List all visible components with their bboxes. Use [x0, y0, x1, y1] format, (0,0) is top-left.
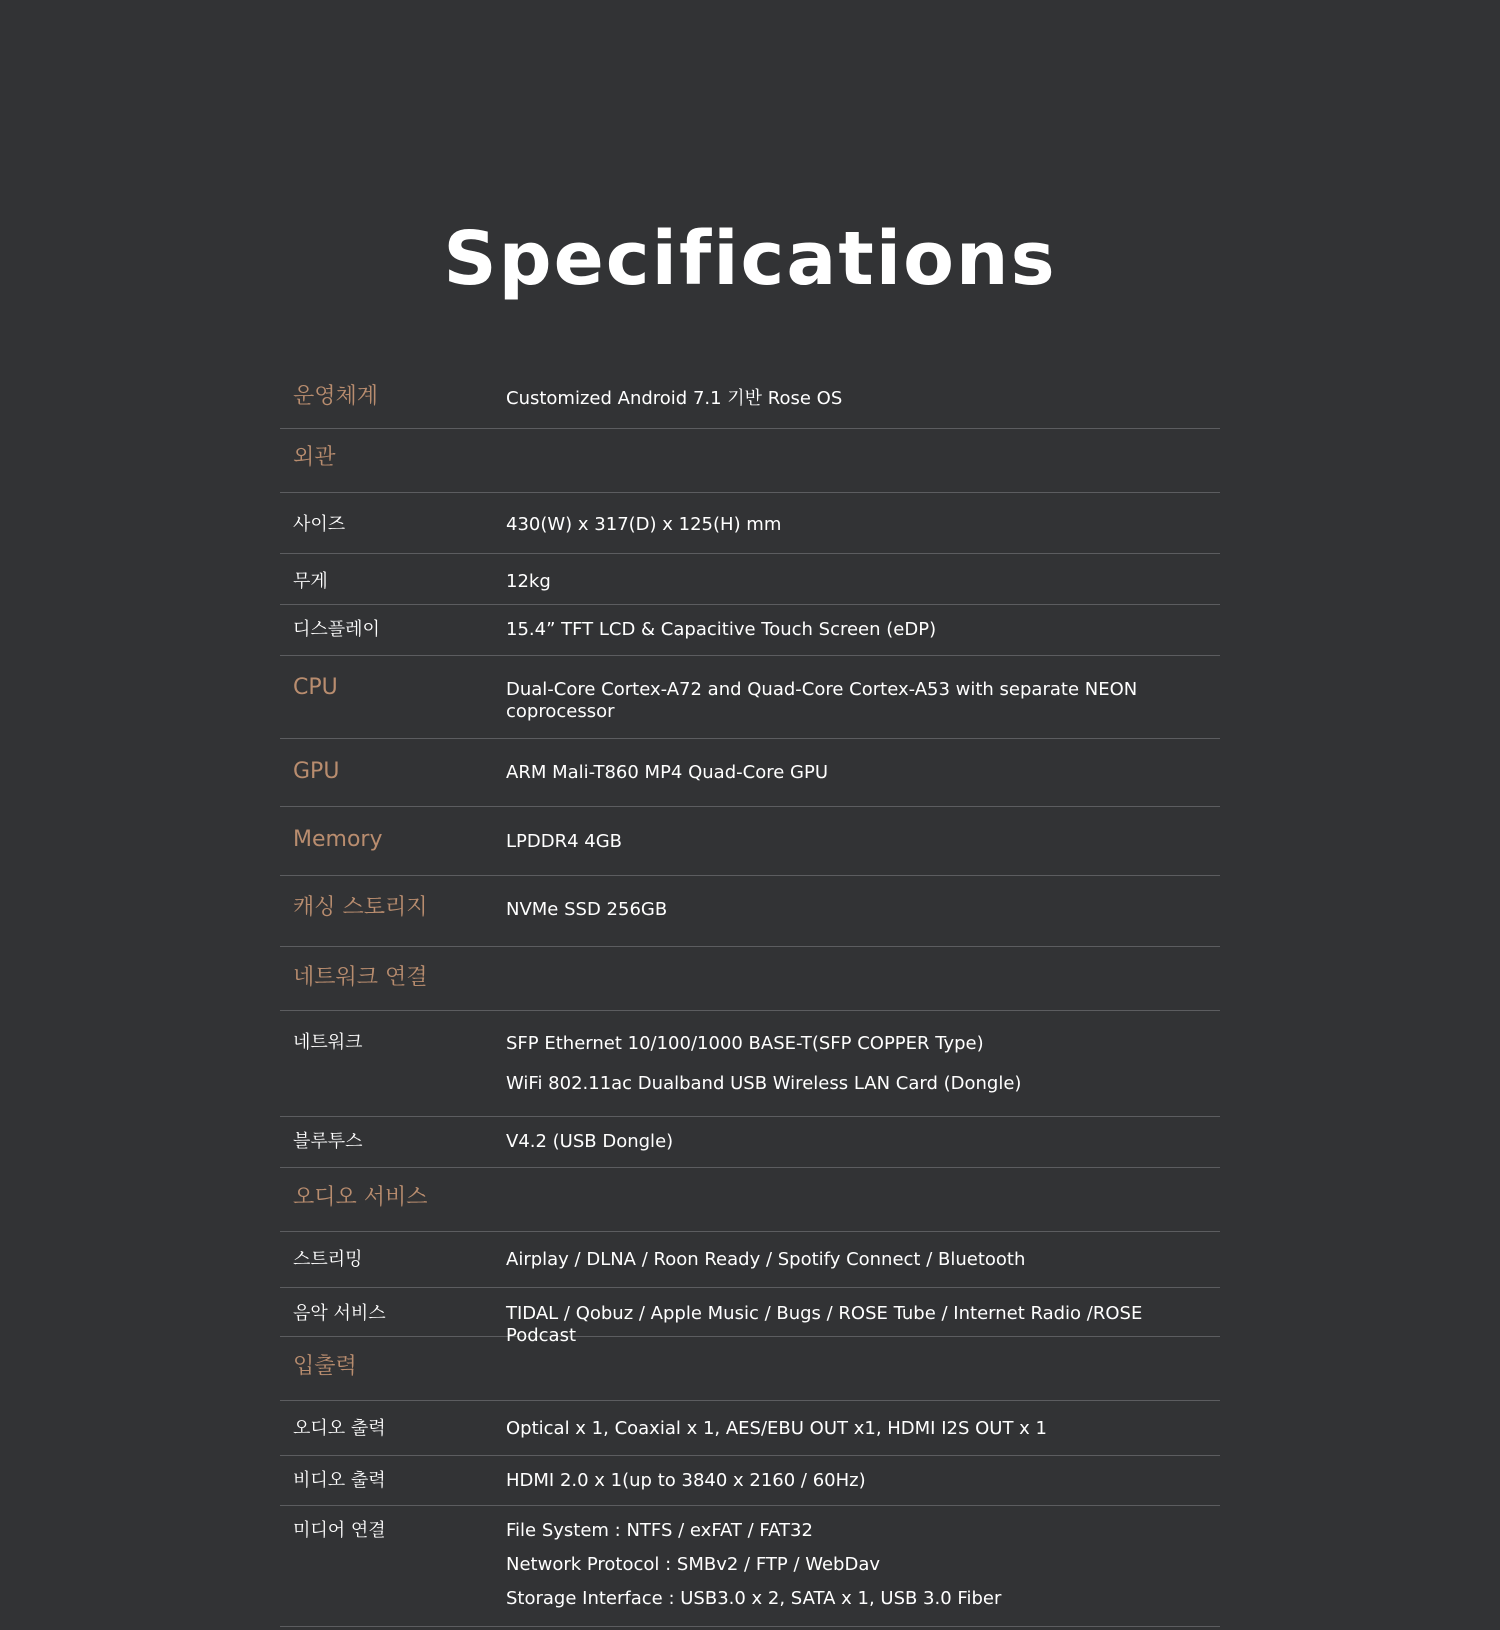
spec-row-cpu: [280, 656, 1220, 739]
spec-section-audio-service: [280, 1168, 1220, 1232]
spec-value-line: File System : NTFS / exFAT / FAT32: [506, 1520, 813, 1541]
spec-label: 스트리밍: [293, 1249, 363, 1270]
spec-value: LPDDR4 4GB: [506, 831, 623, 852]
spec-value: HDMI 2.0 x 1(up to 3840 x 2160 / 60Hz): [506, 1470, 866, 1491]
spec-value: Customized Android 7.1 기반 Rose OS: [506, 388, 843, 409]
spec-row-storage: [280, 876, 1220, 947]
spec-value: Airplay / DLNA / Roon Ready / Spotify Connect / Bluetooth: [506, 1249, 1026, 1270]
spec-category-label: 운영체계: [293, 384, 379, 409]
spec-value: V4.2 (USB Dongle): [506, 1131, 674, 1152]
spec-value: [506, 1520, 1206, 1610]
spec-value-line: SFP Ethernet 10/100/1000 BASE-T(SFP COPPER Type): [506, 1033, 984, 1054]
page-title: Specifications: [443, 216, 1057, 302]
spec-category-label: CPU: [293, 675, 338, 700]
spec-value: [506, 1033, 1206, 1095]
spec-row-video-out: [280, 1456, 1220, 1506]
spec-row-streaming: [280, 1232, 1220, 1288]
spec-section-exterior: [280, 429, 1220, 493]
spec-section-io: [280, 1337, 1220, 1401]
spec-row-media: [280, 1506, 1220, 1627]
spec-row-memory: [280, 807, 1220, 876]
spec-label: 무게: [293, 571, 328, 592]
spec-value: Optical x 1, Coaxial x 1, AES/EBU OUT x1, HDMI I2S OUT x 1: [506, 1418, 1048, 1439]
spec-row-size: [280, 493, 1220, 554]
spec-label: 비디오 출력: [293, 1470, 386, 1491]
spec-section-label: 오디오 서비스: [293, 1185, 428, 1210]
spec-value-line: Storage Interface : USB3.0 x 2, SATA x 1, USB 3.0 Fiber: [506, 1588, 1002, 1609]
spec-value: [506, 679, 1206, 723]
spec-value-line: WiFi 802.11ac Dualband USB Wireless LAN Card (Dongle): [506, 1073, 1022, 1094]
spec-row-network: [280, 1011, 1220, 1117]
spec-section-label: 외관: [293, 445, 336, 470]
spec-label: 음악 서비스: [293, 1303, 386, 1324]
spec-value-line: Network Protocol : SMBv2 / FTP / WebDav: [506, 1554, 881, 1575]
spec-label: 블루투스: [293, 1131, 363, 1152]
spec-row-display: [280, 605, 1220, 656]
spec-value: TIDAL / Qobuz / Apple Music / Bugs / ROSE Tube / Internet Radio /ROSE Podcast: [506, 1303, 1143, 1346]
spec-section-label: 입출력: [293, 1354, 357, 1379]
spec-row-music-service: [280, 1288, 1220, 1346]
spec-section-label: 네트워크 연결: [293, 965, 428, 990]
spec-row-audio-out: [280, 1401, 1220, 1456]
spec-value: 15.4” TFT LCD & Capacitive Touch Screen (eDP): [506, 619, 937, 640]
spec-category-label: Memory: [293, 827, 383, 852]
spec-category-label: GPU: [293, 759, 340, 784]
spec-value: ARM Mali-T860 MP4 Quad-Core GPU: [506, 762, 828, 783]
spec-value-line: coprocessor: [506, 701, 615, 722]
spec-label: 오디오 출력: [293, 1418, 386, 1439]
spec-value-line: Dual-Core Cortex-A72 and Quad-Core Cortex-A53 with separate NEON: [506, 679, 1138, 700]
spec-label: 사이즈: [293, 514, 346, 535]
spec-label: 네트워크: [293, 1032, 363, 1053]
spec-label: 디스플레이: [293, 619, 380, 640]
spec-value: 430(W) x 317(D) x 125(H) mm: [506, 514, 782, 535]
spec-row-bluetooth: [280, 1117, 1220, 1168]
spec-row-gpu: [280, 739, 1220, 807]
spec-value: 12kg: [506, 571, 551, 592]
spec-row-weight: [280, 554, 1220, 605]
spec-label: 미디어 연결: [293, 1520, 386, 1541]
spec-row-os: [280, 368, 1220, 429]
spec-section-network: [280, 947, 1220, 1011]
spec-value: NVMe SSD 256GB: [506, 899, 668, 920]
spec-category-label: 캐싱 스토리지: [293, 895, 428, 920]
